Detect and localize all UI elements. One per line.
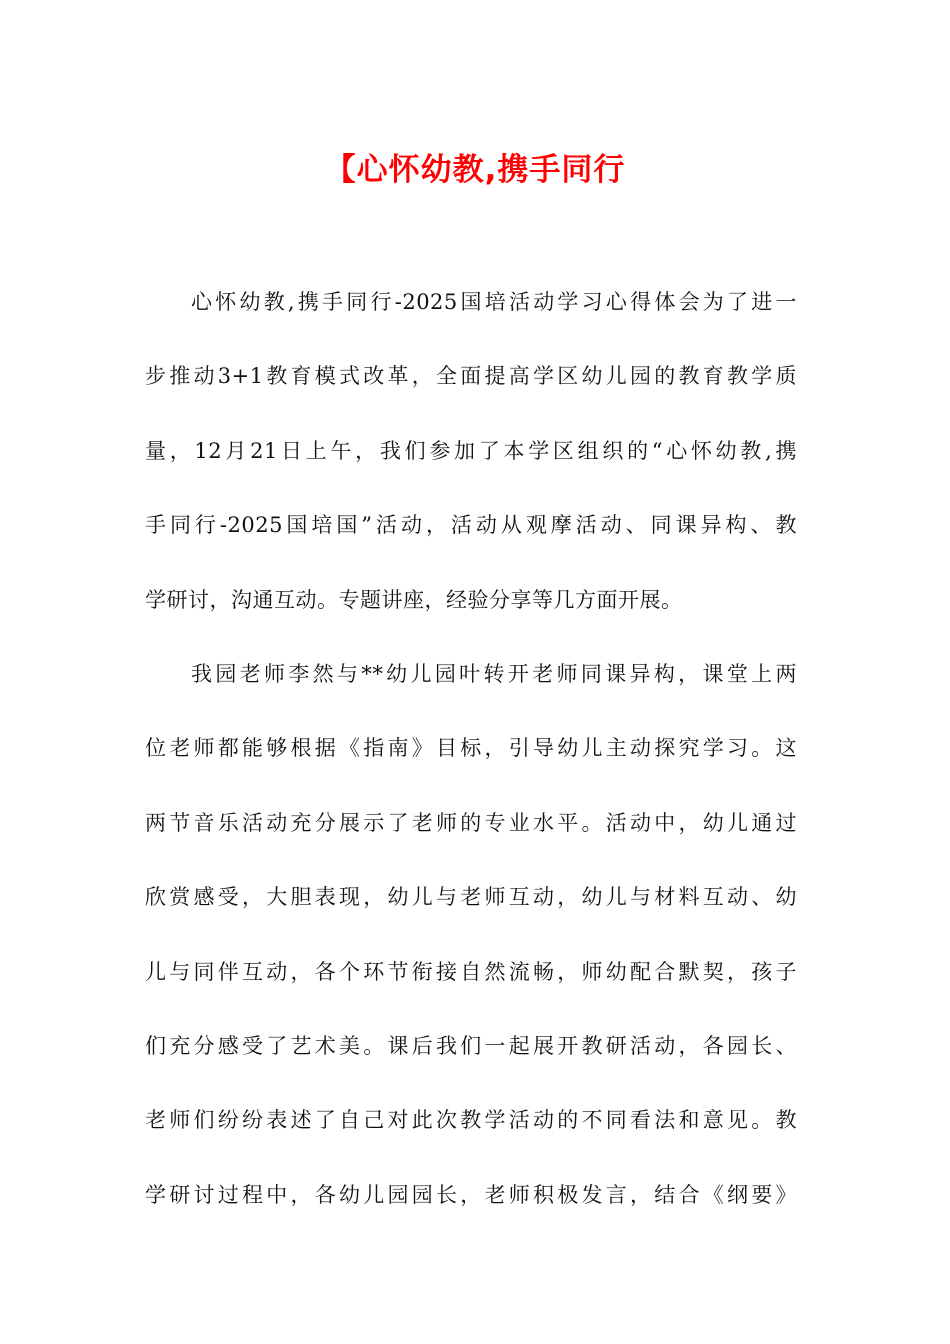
document-title: 【心怀幼教,携手同行 [324,152,626,188]
body-line: 步推动3+1教育模式改革，全面提高学区幼儿园的教育教学质 [145,364,797,389]
body-line: 两节音乐活动充分展示了老师的专业水平。活动中，幼儿通过 [145,810,797,835]
body-line: 学研讨过程中，各幼儿园园长，老师积极发言，结合《纲要》 [145,1182,797,1207]
body-line: 手同行-2025国培国”活动，活动从观摩活动、同课异构、教 [145,513,797,538]
body-line: 欣赏感受，大胆表现，幼儿与老师互动，幼儿与材料互动、幼 [145,885,797,910]
body-line: 量，12月21日上午，我们参加了本学区组织的“心怀幼教,携 [145,438,797,463]
document-body [145,278,797,1245]
body-line: 儿与同伴互动，各个环节衔接自然流畅，师幼配合默契，孩子 [145,959,797,984]
body-line: 心怀幼教,携手同行-2025国培活动学习心得体会为了进一 [191,290,797,314]
body-line: 位老师都能够根据《指南》目标，引导幼儿主动探究学习。这 [145,736,797,761]
body-line: 们充分感受了艺术美。课后我们一起展开教研活动，各园长、 [145,1033,797,1058]
body-line: 老师们纷纷表述了自己对此次教学活动的不同看法和意见。教 [145,1108,797,1133]
body-line: 我园老师李然与**幼儿园叶转开老师同课异构，课堂上两 [191,661,797,686]
body-line: 学研讨，沟通互动。专题讲座，经验分享等几方面开展。 [145,587,683,612]
